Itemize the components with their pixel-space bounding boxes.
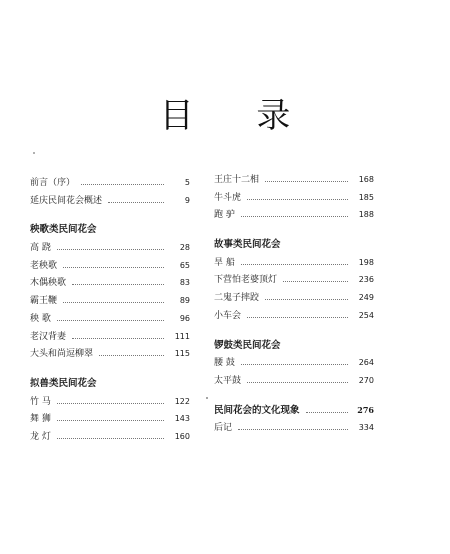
toc-entry-page: 236 xyxy=(358,275,374,285)
toc-entry[interactable] xyxy=(214,354,374,372)
toc-entry-title: 下营怕老婆顶灯 xyxy=(214,275,278,286)
toc-entry-title: 牛斗虎 xyxy=(214,192,242,203)
toc-entry-title: 高 跷 xyxy=(30,243,51,254)
toc-entry-title: 延庆民间花会概述 xyxy=(30,195,103,206)
toc-entry-title: 竹 马 xyxy=(30,396,51,407)
section-gap xyxy=(214,325,374,337)
toc-entry[interactable] xyxy=(30,257,190,275)
toc-entry[interactable] xyxy=(214,307,374,325)
scan-speck xyxy=(206,397,208,399)
toc-entry-page: 160 xyxy=(174,431,190,441)
toc-entry-page: 143 xyxy=(174,414,190,424)
dot-leader xyxy=(241,364,348,365)
toc-entry[interactable] xyxy=(214,402,374,420)
dot-leader xyxy=(99,355,164,356)
dot-leader xyxy=(247,317,348,318)
toc-entry-page: 254 xyxy=(358,310,374,320)
toc-entry-page: 264 xyxy=(358,358,374,368)
toc-entry-page: 185 xyxy=(358,192,374,202)
toc-entry-title: 民间花会的文化现象 xyxy=(214,404,300,416)
toc-entry-page: 5 xyxy=(184,178,190,187)
section-gap xyxy=(30,209,190,221)
toc-entry-page: 89 xyxy=(179,296,190,306)
toc-entry-title: 舞 狮 xyxy=(30,414,51,425)
dot-leader xyxy=(57,249,164,250)
toc-section-heading: 秧歌类民间花会 xyxy=(30,224,97,236)
toc-entry[interactable] xyxy=(30,410,190,428)
toc-entry-title: 王庄十二相 xyxy=(214,175,260,185)
toc-entry-page: 188 xyxy=(358,210,374,220)
toc-entry-page: 334 xyxy=(358,423,374,433)
dot-leader xyxy=(247,199,348,200)
dot-leader xyxy=(265,181,348,182)
toc-entry[interactable] xyxy=(30,239,190,257)
scan-speck xyxy=(33,152,35,154)
toc-entry-title: 跑 驴 xyxy=(214,210,235,221)
toc-entry[interactable] xyxy=(214,372,374,390)
dot-leader xyxy=(238,429,348,430)
toc-left-column xyxy=(30,174,190,446)
dot-leader xyxy=(247,382,348,383)
toc-entry-title: 太平鼓 xyxy=(214,375,242,386)
toc-entry-title: 老秧歌 xyxy=(30,260,58,271)
section-gap xyxy=(214,390,374,402)
toc-entry[interactable] xyxy=(214,419,374,437)
toc-entry-title: 木偶秧歌 xyxy=(30,278,67,289)
dot-leader xyxy=(283,281,348,282)
toc-entry-page: 83 xyxy=(179,278,190,288)
toc-entry-page: 122 xyxy=(174,396,190,406)
toc-entry-title: 旱 船 xyxy=(214,257,235,268)
toc-entry[interactable] xyxy=(30,328,190,346)
dot-leader xyxy=(72,284,164,285)
dot-leader xyxy=(81,184,164,185)
section-gap xyxy=(30,363,190,375)
dot-leader xyxy=(57,320,164,321)
toc-entry-page: 270 xyxy=(358,375,374,385)
toc-entry[interactable] xyxy=(214,289,374,307)
toc-entry-title: 二鬼子摔跤 xyxy=(214,293,260,304)
dot-leader xyxy=(265,299,348,300)
toc-entry[interactable] xyxy=(30,292,190,310)
dot-leader xyxy=(306,412,348,413)
toc-entry-page: 198 xyxy=(358,257,374,267)
toc-entry-title: 老汉背妻 xyxy=(30,331,67,342)
toc-entry-page: 111 xyxy=(174,331,190,341)
dot-leader xyxy=(57,403,164,404)
dot-leader xyxy=(63,267,164,268)
dot-leader xyxy=(241,264,348,265)
dot-leader xyxy=(57,438,164,439)
toc-entry-page: 168 xyxy=(358,175,374,184)
dot-leader xyxy=(72,338,164,339)
toc-entry-page: 115 xyxy=(174,349,190,359)
toc-entry[interactable] xyxy=(214,206,374,224)
toc-entry-title: 大头和尚逗柳翠 xyxy=(30,349,94,360)
toc-entry[interactable] xyxy=(30,310,190,328)
toc-section-heading: 故事类民间花会 xyxy=(214,239,281,251)
toc-entry-title: 龙 灯 xyxy=(30,431,51,442)
toc-entry-page: 249 xyxy=(358,293,374,303)
toc-entry[interactable] xyxy=(30,428,190,446)
section-gap xyxy=(214,224,374,236)
dot-leader xyxy=(241,216,348,217)
toc-entry[interactable] xyxy=(30,345,190,363)
toc-entry-title: 秧 歌 xyxy=(30,313,51,324)
toc-section-heading: 拟兽类民间花会 xyxy=(30,377,97,389)
page-title: 目 录 xyxy=(159,96,317,136)
toc-entry[interactable] xyxy=(214,271,374,289)
toc-section-heading: 锣鼓类民间花会 xyxy=(214,339,281,351)
toc-entry[interactable] xyxy=(30,174,190,192)
toc-entry-page: 96 xyxy=(179,313,190,323)
toc-entry-page: 9 xyxy=(184,195,190,205)
toc-entry[interactable] xyxy=(214,254,374,272)
toc-entry[interactable] xyxy=(214,171,374,189)
toc-entry[interactable] xyxy=(214,189,374,207)
toc-entry-title: 霸王鞭 xyxy=(30,296,58,307)
toc-entry-page: 65 xyxy=(179,260,190,270)
dot-leader xyxy=(57,420,164,421)
toc-entry-page: 28 xyxy=(179,243,190,253)
toc-entry[interactable] xyxy=(30,192,190,210)
toc-right-column xyxy=(214,171,374,437)
toc-entry[interactable] xyxy=(30,393,190,411)
toc-entry-title: 前言（序） xyxy=(30,178,76,188)
dot-leader xyxy=(63,302,164,303)
toc-entry-title: 后记 xyxy=(214,423,233,434)
toc-entry[interactable] xyxy=(30,274,190,292)
dot-leader xyxy=(108,202,164,203)
toc-entry-title: 腰 鼓 xyxy=(214,358,235,369)
toc-entry-page: 276 xyxy=(357,404,374,415)
toc-entry-title: 小车会 xyxy=(214,310,242,321)
